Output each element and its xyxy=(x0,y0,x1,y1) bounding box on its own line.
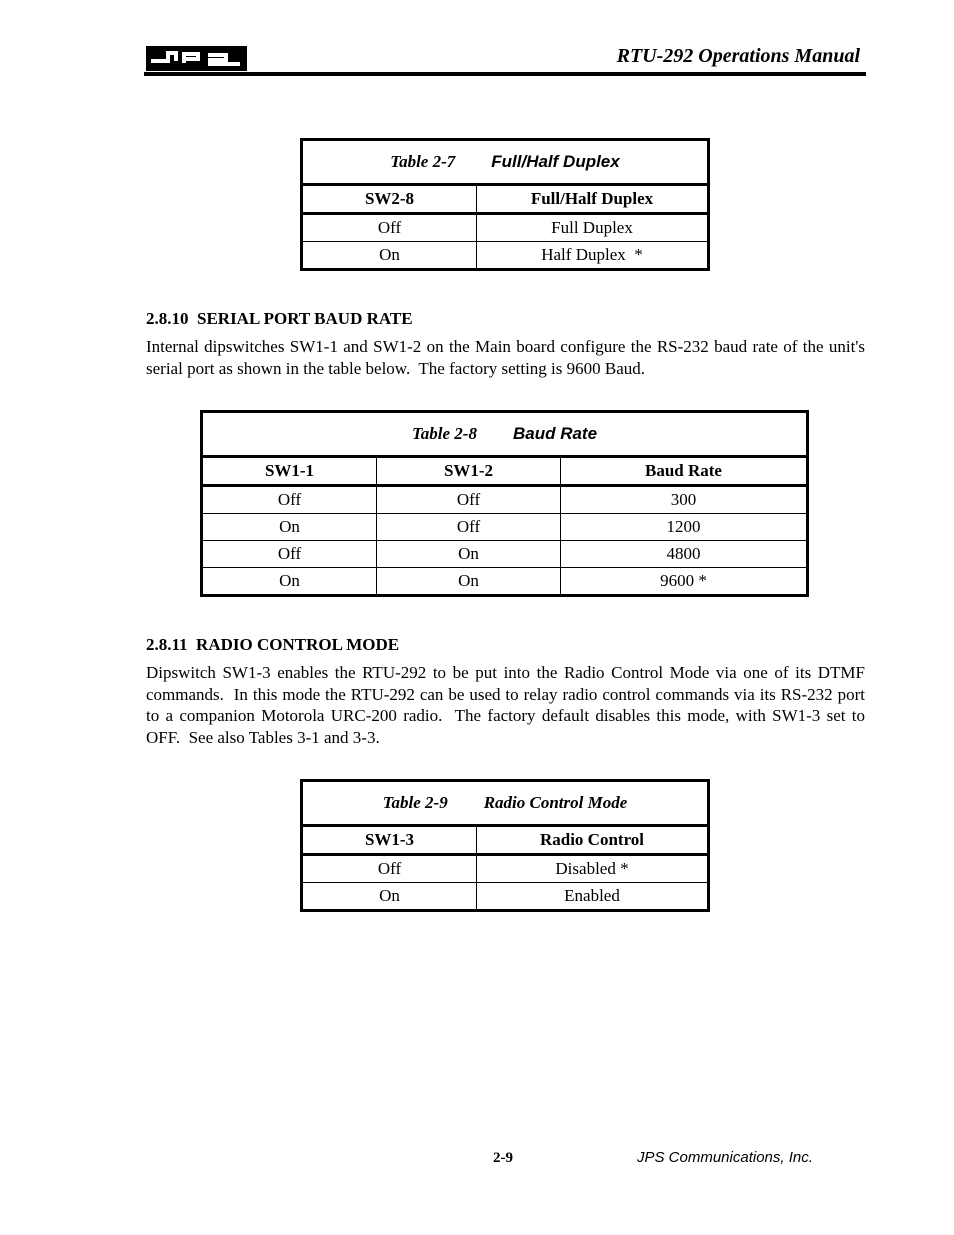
table-title: Baud Rate xyxy=(512,424,598,443)
paragraph-radio-control: Dipswitch SW1-3 enables the RTU-292 to be put into the Radio Control Mode via one of its DTMF commands. In this mode the RTU-292 can be used to relay radio control commands via its RS-232 port to a companion Motorola URC-200 radio. The factory default disables this mode, with SW1-3 set to OFF. See also Tables 3-1 and 3-3. xyxy=(146,663,870,747)
jps-logo xyxy=(146,46,247,71)
table-cell: 4800 xyxy=(561,541,808,568)
table-cell: Disabled * xyxy=(477,855,709,883)
table-baud-rate xyxy=(200,410,809,597)
table-cell: On xyxy=(302,883,477,911)
table-radio-control-mode xyxy=(300,779,710,912)
section-heading-baud-rate: 2.8.10 SERIAL PORT BAUD RATE xyxy=(146,309,413,328)
column-header: Full/Half Duplex xyxy=(477,185,709,214)
paragraph-baud-rate: Internal dipswitches SW1-1 and SW1-2 on the Main board configure the RS-232 baud rate of the unit's serial port as shown in the table below. The factory setting is 9600 Baud. xyxy=(146,337,870,378)
page-number: 2-9 xyxy=(493,1150,513,1166)
table-cell: On xyxy=(202,514,377,541)
table-cell: Off xyxy=(202,486,377,514)
table-cell: Off xyxy=(302,855,477,883)
table-row xyxy=(202,514,808,541)
table-cell: Off xyxy=(377,486,561,514)
table-caption-row xyxy=(302,781,709,826)
table-header-row xyxy=(202,457,808,486)
table-header-row xyxy=(302,185,709,214)
table-cell: On xyxy=(202,568,377,596)
table-row xyxy=(302,855,709,883)
table-label: Table 2-9 xyxy=(382,793,448,812)
table-caption-row xyxy=(202,412,808,457)
table-cell: Full Duplex xyxy=(477,214,709,242)
section-heading-radio-control: 2.8.11 RADIO CONTROL MODE xyxy=(146,635,400,654)
table-cell: On xyxy=(377,541,561,568)
document-title: RTU-292 Operations Manual xyxy=(616,45,860,67)
table-cell: 300 xyxy=(561,486,808,514)
column-header: SW2-8 xyxy=(302,185,477,214)
table-caption-row xyxy=(302,140,709,185)
table-row xyxy=(302,214,709,242)
table-cell: 1200 xyxy=(561,514,808,541)
table-row xyxy=(202,541,808,568)
table-row xyxy=(202,486,808,514)
table-cell: On xyxy=(377,568,561,596)
column-header: Baud Rate xyxy=(561,457,808,486)
table-cell: On xyxy=(302,242,477,270)
header-rule xyxy=(144,72,866,76)
table-cell: Half Duplex * xyxy=(477,242,709,270)
column-header: SW1-1 xyxy=(202,457,377,486)
table-cell: Off xyxy=(302,214,477,242)
column-header: SW1-3 xyxy=(302,826,477,855)
table-title: Radio Control Mode xyxy=(483,793,628,812)
table-header-row xyxy=(302,826,709,855)
company-name: JPS Communications, Inc. xyxy=(637,1149,813,1166)
table-row xyxy=(202,568,808,596)
table-cell: Off xyxy=(377,514,561,541)
table-cell: 9600 * xyxy=(561,568,808,596)
table-cell: Off xyxy=(202,541,377,568)
table-cell: Enabled xyxy=(477,883,709,911)
column-header: Radio Control xyxy=(477,826,709,855)
column-header: SW1-2 xyxy=(377,457,561,486)
table-title: Full/Half Duplex xyxy=(491,152,620,171)
table-row xyxy=(302,883,709,911)
table-row xyxy=(302,242,709,270)
table-label: Table 2-7 xyxy=(390,152,456,171)
table-full-half-duplex xyxy=(300,138,710,271)
table-label: Table 2-8 xyxy=(411,424,477,443)
